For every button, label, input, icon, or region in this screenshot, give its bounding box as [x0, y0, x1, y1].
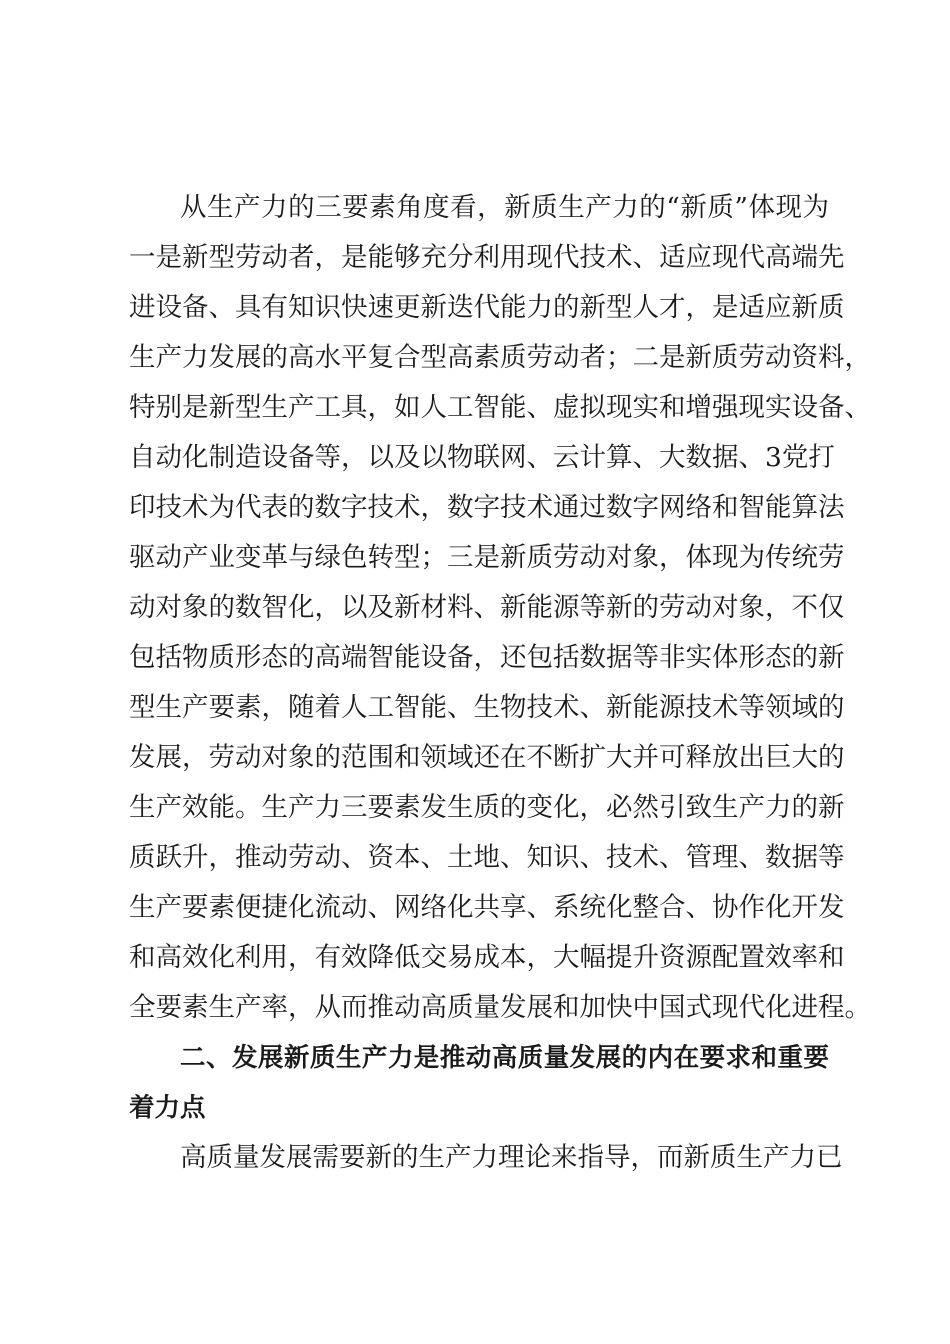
section-heading: 着力点: [129, 1093, 206, 1123]
paragraph-line: 从生产力的三要素角度看，新质生产力的“新质”体现为: [180, 192, 829, 223]
paragraph-line: 生产效能。生产力三要素发生质的变化，必然引致生产力的新: [129, 792, 845, 823]
paragraph-line: 动对象的数智化，以及新材料、新能源等新的劳动对象，不仅: [129, 592, 845, 623]
paragraph-line: 生产要素便捷化流动、网络化共享、系统化整合、协作化开发: [129, 892, 845, 923]
paragraph-line: 驱动产业变革与绿色转型；三是新质劳动对象，体现为传统劳: [129, 542, 845, 573]
paragraph-line: 发展，劳动对象的范围和领域还在不断扩大并可释放出巨大的: [129, 742, 845, 773]
paragraph-line: 全要素生产率，从而推动高质量发展和加快中国式现代化进程。: [129, 992, 871, 1023]
paragraph-line: 高质量发展需要新的生产力理论来指导，而新质生产力已: [180, 1142, 843, 1173]
paragraph-line: 自动化制造设备等，以及以物联网、云计算、大数据、3党打: [129, 442, 835, 473]
paragraph-line: 生产力发展的高水平复合型高素质劳动者；二是新质劳动资料，: [129, 342, 871, 373]
paragraph-line: 和高效化利用，有效降低交易成本，大幅提升资源配置效率和: [129, 942, 845, 973]
paragraph-line: 一是新型劳动者，是能够充分利用现代技术、适应现代高端先: [129, 242, 845, 273]
paragraph-line: 质跃升，推动劳动、资本、土地、知识、技术、管理、数据等: [129, 842, 845, 873]
paragraph-line: 进设备、具有知识快速更新迭代能力的新型人才，是适应新质: [129, 292, 845, 323]
paragraph-line: 包括物质形态的高端智能设备，还包括数据等非实体形态的新: [129, 642, 845, 673]
paragraph-line: 特别是新型生产工具，如人工智能、虚拟现实和增强现实设备、: [129, 392, 871, 423]
paragraph-line: 型生产要素，随着人工智能、生物技术、新能源技术等领域的: [129, 692, 845, 723]
paragraph-line: 印技术为代表的数字技术，数字技术通过数字网络和智能算法: [129, 492, 845, 523]
section-heading: 二、发展新质生产力是推动高质量发展的内在要求和重要: [180, 1043, 829, 1073]
